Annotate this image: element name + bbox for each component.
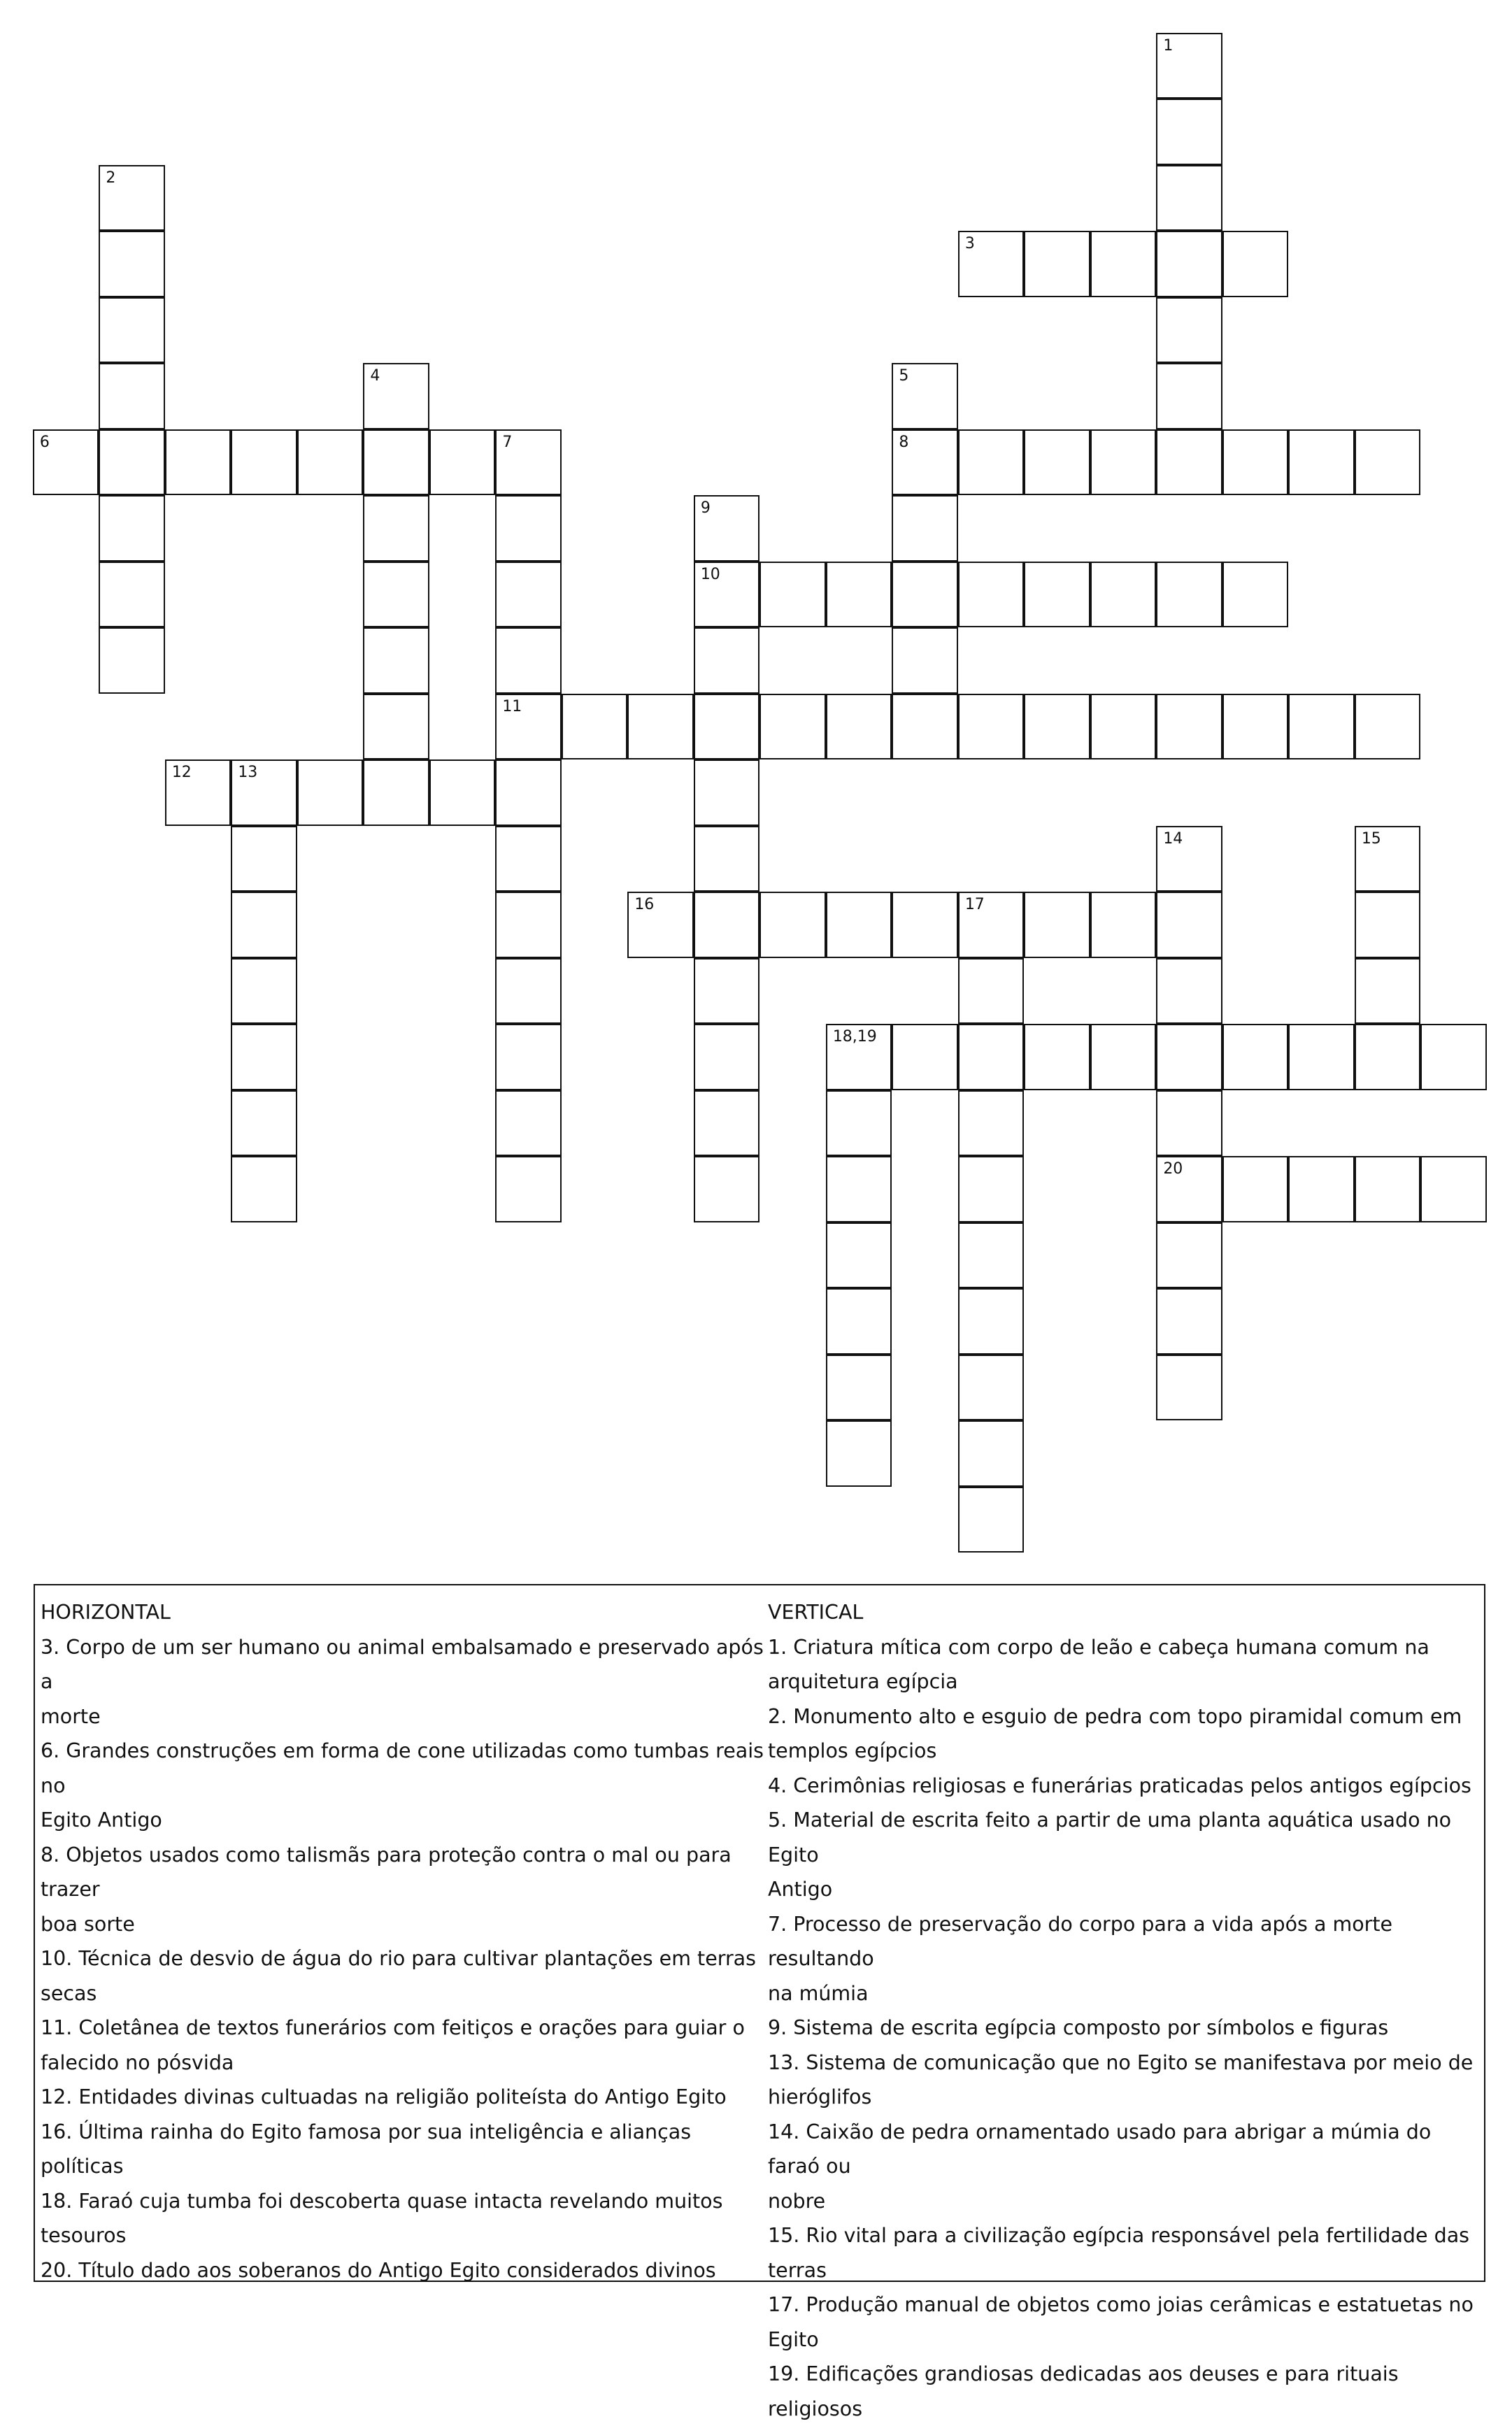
- grid-cell[interactable]: [892, 1024, 958, 1090]
- clue-line: 4. Cerimônias religiosas e funerárias praticadas pelos antigos egípcios: [768, 1774, 1471, 1797]
- clue-number: 16: [634, 896, 655, 914]
- grid-cell[interactable]: [1156, 694, 1222, 760]
- grid-cell[interactable]: [627, 694, 694, 760]
- grid-cell[interactable]: [495, 694, 562, 760]
- grid-cell[interactable]: [1156, 1090, 1222, 1157]
- clue-line: Antigo: [768, 1878, 833, 1901]
- clue-line: 14. Caixão de pedra ornamentado usado para abrigar a múmia do faraó ou: [768, 2120, 1432, 2178]
- grid-cell[interactable]: [694, 562, 760, 628]
- grid-cell[interactable]: [892, 627, 958, 694]
- grid-cell[interactable]: [1420, 1024, 1487, 1090]
- grid-cell[interactable]: [694, 958, 760, 1025]
- grid-cell[interactable]: [958, 958, 1025, 1025]
- clue-number: 3: [964, 235, 975, 253]
- grid-cell[interactable]: [1288, 694, 1355, 760]
- clue-line: Egito Antigo: [41, 1808, 162, 1832]
- grid-cell[interactable]: [694, 1024, 760, 1090]
- grid-cell[interactable]: [1024, 429, 1090, 496]
- grid-cell[interactable]: [694, 495, 760, 562]
- grid-cell[interactable]: [363, 627, 429, 694]
- grid-cell[interactable]: [495, 495, 562, 562]
- clue-line: 18. Faraó cuja tumba foi descoberta quase intacta revelando muitos: [41, 2189, 723, 2213]
- clue-line: 10. Técnica de desvio de água do rio para cultivar plantações em terras: [41, 1947, 756, 1970]
- grid-cell[interactable]: [694, 892, 760, 958]
- grid-cell[interactable]: [1288, 429, 1355, 496]
- clue-number: 9: [700, 499, 711, 518]
- grid-cell[interactable]: [1222, 1024, 1289, 1090]
- grid-cell[interactable]: [231, 1090, 297, 1157]
- clue-line: boa sorte: [41, 1912, 135, 1936]
- clue-number: 13: [238, 764, 258, 782]
- grid-cell[interactable]: [1090, 694, 1157, 760]
- clue-number: 6: [39, 433, 50, 451]
- grid-cell[interactable]: [1156, 99, 1222, 165]
- grid-cell[interactable]: [826, 1156, 892, 1222]
- grid-cell[interactable]: [892, 892, 958, 958]
- grid-cell[interactable]: [1288, 1024, 1355, 1090]
- grid-cell[interactable]: [826, 1355, 892, 1421]
- grid-cell[interactable]: [892, 363, 958, 429]
- grid-cell[interactable]: [759, 694, 826, 760]
- clue-number: 10: [700, 565, 720, 583]
- grid-cell[interactable]: [958, 1156, 1025, 1222]
- clue-line: 8. Objetos usados como talismãs para proteção contra o mal ou para trazer: [41, 1843, 732, 1901]
- grid-cell[interactable]: [165, 759, 231, 826]
- grid-cell[interactable]: [1222, 694, 1289, 760]
- grid-cell[interactable]: [495, 1024, 562, 1090]
- grid-cell[interactable]: [892, 495, 958, 562]
- grid-cell[interactable]: [1024, 1024, 1090, 1090]
- clue-line: templos egípcios: [768, 1739, 937, 1762]
- clue-line: 6. Grandes construções em forma de cone utilizadas como tumbas reais no: [41, 1739, 764, 1797]
- grid-cell[interactable]: [231, 826, 297, 892]
- grid-cell[interactable]: [826, 1024, 892, 1090]
- grid-cell[interactable]: [958, 1024, 1025, 1090]
- clue-number: 20: [1163, 1160, 1183, 1178]
- clue-line: 2. Monumento alto e esguio de pedra com topo piramidal comum em: [768, 1704, 1462, 1728]
- clue-number: 17: [964, 896, 985, 914]
- clue-line: nobre: [768, 2189, 826, 2213]
- clue-line: tesouros: [41, 2224, 127, 2247]
- grid-cell[interactable]: [231, 892, 297, 958]
- grid-cell[interactable]: [1288, 1156, 1355, 1222]
- grid-cell[interactable]: [1090, 429, 1157, 496]
- clue-number: 14: [1163, 829, 1183, 848]
- grid-cell[interactable]: [958, 1487, 1025, 1553]
- grid-cell[interactable]: [694, 826, 760, 892]
- grid-cell[interactable]: [826, 1222, 892, 1289]
- grid-cell[interactable]: [826, 1288, 892, 1355]
- grid-cell[interactable]: [1355, 1024, 1421, 1090]
- clue-line: 17. Produção manual de objetos como joias cerâmicas e estatuetas no Egito: [768, 2293, 1474, 2351]
- grid-cell[interactable]: [1156, 892, 1222, 958]
- grid-cell[interactable]: [892, 562, 958, 628]
- grid-cell[interactable]: [1090, 231, 1157, 297]
- clue-line: secas: [41, 1981, 97, 2005]
- grid-cell[interactable]: [99, 363, 165, 429]
- grid-cell[interactable]: [231, 958, 297, 1025]
- grid-cell[interactable]: [1156, 429, 1222, 496]
- grid-cell[interactable]: [297, 429, 364, 496]
- clue-line: falecido no pósvida: [41, 2050, 234, 2074]
- grid-cell[interactable]: [1355, 429, 1421, 496]
- grid-cell[interactable]: [495, 562, 562, 628]
- grid-cell[interactable]: [826, 562, 892, 628]
- grid-cell[interactable]: [826, 892, 892, 958]
- grid-cell[interactable]: [99, 297, 165, 364]
- clue-line: 12. Entidades divinas cultuadas na religião politeísta do Antigo Egito: [41, 2085, 727, 2109]
- clue-line: 19. Edificações grandiosas dedicadas aos deuses e para rituais religiosos: [768, 2362, 1399, 2420]
- grid-cell[interactable]: [892, 429, 958, 496]
- grid-cell[interactable]: [363, 562, 429, 628]
- grid-cell[interactable]: [1024, 562, 1090, 628]
- grid-cell[interactable]: [562, 694, 628, 760]
- horizontal-heading: HORIZONTAL: [41, 1601, 171, 1624]
- clue-line: 1. Criatura mítica com corpo de leão e cabeça humana comum na: [768, 1635, 1429, 1659]
- grid-cell[interactable]: [429, 759, 496, 826]
- grid-cell[interactable]: [363, 759, 429, 826]
- grid-cell[interactable]: [1156, 1222, 1222, 1289]
- grid-cell[interactable]: [99, 562, 165, 628]
- grid-cell[interactable]: [694, 627, 760, 694]
- grid-cell[interactable]: [231, 759, 297, 826]
- grid-cell[interactable]: [1156, 958, 1222, 1025]
- grid-cell[interactable]: [958, 231, 1025, 297]
- grid-cell[interactable]: [1156, 1288, 1222, 1355]
- grid-cell[interactable]: [958, 1420, 1025, 1487]
- grid-cell[interactable]: [1156, 33, 1222, 99]
- clue-line: 13. Sistema de comunicação que no Egito se manifestava por meio de: [768, 2050, 1474, 2074]
- grid-cell[interactable]: [1156, 826, 1222, 892]
- grid-cell[interactable]: [495, 826, 562, 892]
- grid-cell[interactable]: [694, 694, 760, 760]
- grid-cell[interactable]: [1090, 892, 1157, 958]
- grid-cell[interactable]: [958, 1222, 1025, 1289]
- grid-cell[interactable]: [1355, 694, 1421, 760]
- clue-number: 1: [1163, 36, 1174, 55]
- grid-cell[interactable]: [297, 759, 364, 826]
- grid-cell[interactable]: [826, 1420, 892, 1487]
- clue-line: terras: [768, 2258, 827, 2282]
- grid-cell[interactable]: [495, 759, 562, 826]
- grid-cell[interactable]: [1090, 1024, 1157, 1090]
- grid-cell[interactable]: [892, 694, 958, 760]
- clue-number: 12: [171, 764, 192, 782]
- grid-cell[interactable]: [958, 429, 1025, 496]
- grid-cell[interactable]: [495, 1090, 562, 1157]
- clue-number: 15: [1361, 829, 1381, 848]
- clue-number: 7: [502, 433, 513, 451]
- clue-number: 4: [370, 367, 380, 385]
- grid-cell[interactable]: [1355, 958, 1421, 1025]
- grid-cell[interactable]: [99, 627, 165, 694]
- grid-cell[interactable]: [363, 429, 429, 496]
- grid-cell[interactable]: [958, 1090, 1025, 1157]
- horizontal-clues: [41, 1595, 768, 2288]
- clue-number: 18,19: [832, 1028, 877, 1046]
- clue-number: 8: [899, 433, 909, 451]
- grid-cell[interactable]: [363, 363, 429, 429]
- grid-cell[interactable]: [1024, 694, 1090, 760]
- grid-cell[interactable]: [826, 694, 892, 760]
- grid-cell[interactable]: [1156, 363, 1222, 429]
- grid-cell[interactable]: [1156, 165, 1222, 231]
- grid-cell[interactable]: [1156, 297, 1222, 364]
- grid-cell[interactable]: [1222, 1156, 1289, 1222]
- clue-line: na múmia: [768, 1981, 869, 2005]
- grid-cell[interactable]: [759, 892, 826, 958]
- clues-box: [34, 1584, 1485, 2420]
- vertical-clues: [768, 1595, 1481, 2426]
- grid-cell[interactable]: [495, 892, 562, 958]
- grid-cell[interactable]: [1222, 562, 1289, 628]
- clue-line: 15. Rio vital para a civilização egípcia responsável pela fertilidade das: [768, 2224, 1470, 2247]
- clue-line: 7. Processo de preservação do corpo para a vida após a morte resultando: [768, 1912, 1393, 1970]
- grid-cell[interactable]: [1156, 562, 1222, 628]
- grid-cell[interactable]: [958, 892, 1025, 958]
- clue-line: arquitetura egípcia: [768, 1670, 958, 1693]
- grid-cell[interactable]: [363, 694, 429, 760]
- grid-cell[interactable]: [495, 958, 562, 1025]
- clue-line: morte: [41, 1704, 101, 1728]
- grid-cell[interactable]: [1156, 1024, 1222, 1090]
- grid-cell[interactable]: [1222, 429, 1289, 496]
- grid-cell[interactable]: [958, 694, 1025, 760]
- grid-cell[interactable]: [1222, 231, 1289, 297]
- grid-cell[interactable]: [495, 429, 562, 496]
- grid-cell[interactable]: [958, 562, 1025, 628]
- clue-line: 9. Sistema de escrita egípcia composto por símbolos e figuras: [768, 2016, 1389, 2039]
- grid-cell[interactable]: [495, 627, 562, 694]
- clue-line: 16. Última rainha do Egito famosa por sua inteligência e alianças políticas: [41, 2120, 692, 2178]
- grid-cell[interactable]: [759, 562, 826, 628]
- grid-cell[interactable]: [694, 759, 760, 826]
- grid-cell[interactable]: [958, 1288, 1025, 1355]
- grid-cell[interactable]: [429, 429, 496, 496]
- grid-cell[interactable]: [33, 429, 99, 496]
- grid-cell[interactable]: [1024, 231, 1090, 297]
- grid-cell[interactable]: [99, 495, 165, 562]
- vertical-heading: VERTICAL: [768, 1601, 864, 1624]
- grid-cell[interactable]: [1090, 562, 1157, 628]
- clue-number: 11: [502, 697, 522, 715]
- clue-number: 2: [106, 169, 116, 187]
- grid-cell[interactable]: [694, 1090, 760, 1157]
- grid-cell[interactable]: [231, 1024, 297, 1090]
- grid-cell[interactable]: [363, 495, 429, 562]
- grid-cell[interactable]: [1156, 1156, 1222, 1222]
- grid-cell[interactable]: [694, 1156, 760, 1222]
- clue-line: 5. Material de escrita feito a partir de uma planta aquática usado no Egito: [768, 1808, 1452, 1867]
- grid-cell[interactable]: [1355, 826, 1421, 892]
- grid-cell[interactable]: [99, 165, 165, 231]
- clue-line: 20. Título dado aos soberanos do Antigo Egito considerados divinos: [41, 2258, 716, 2282]
- grid-cell[interactable]: [1156, 1355, 1222, 1421]
- grid-cell[interactable]: [231, 429, 297, 496]
- grid-cell[interactable]: [826, 1090, 892, 1157]
- clue-line: 11. Coletânea de textos funerários com feitiços e orações para guiar o: [41, 2016, 745, 2039]
- grid-cell[interactable]: [1355, 1156, 1421, 1222]
- clue-line: 3. Corpo de um ser humano ou animal embalsamado e preservado após a: [41, 1635, 764, 1693]
- grid-cell[interactable]: [1156, 231, 1222, 297]
- grid-cell[interactable]: [231, 1156, 297, 1222]
- grid-cell[interactable]: [627, 892, 694, 958]
- grid-cell[interactable]: [1024, 892, 1090, 958]
- grid-cell[interactable]: [495, 1156, 562, 1222]
- clue-number: 5: [899, 367, 909, 385]
- grid-cell[interactable]: [1420, 1156, 1487, 1222]
- clue-line: hieróglifos: [768, 2085, 872, 2109]
- grid-cell[interactable]: [165, 429, 231, 496]
- grid-cell[interactable]: [1355, 892, 1421, 958]
- grid-cell[interactable]: [958, 1355, 1025, 1421]
- grid-cell[interactable]: [99, 429, 165, 496]
- grid-cell[interactable]: [99, 231, 165, 297]
